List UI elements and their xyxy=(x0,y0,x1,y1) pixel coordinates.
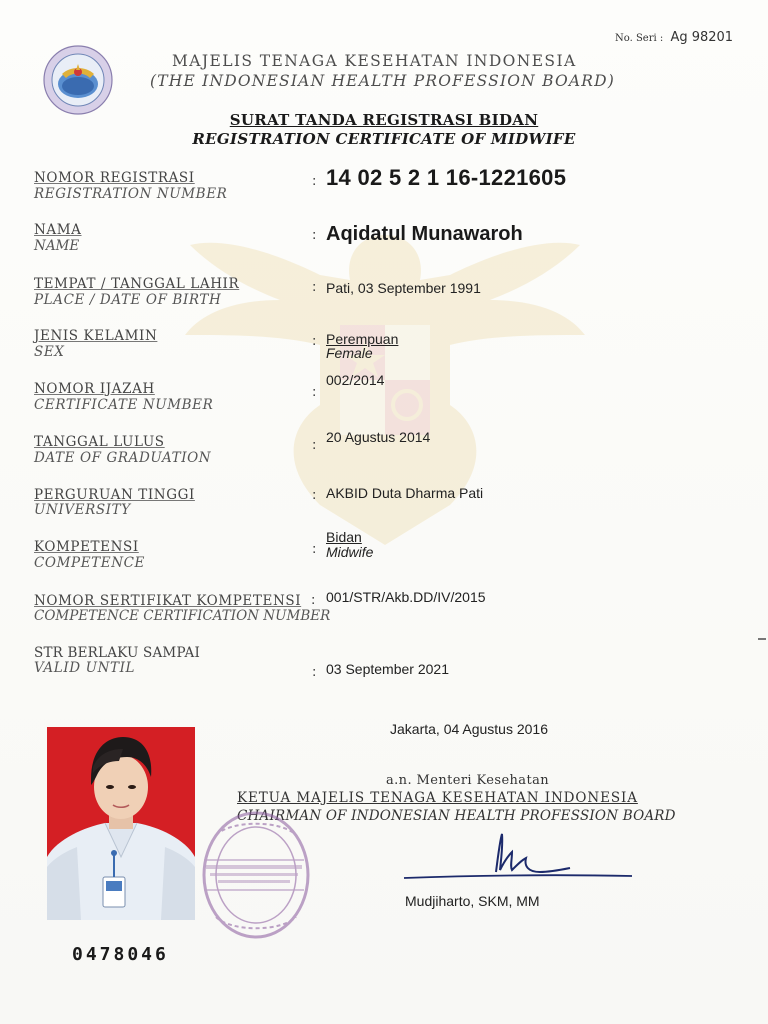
graduation-colon: : xyxy=(312,438,317,453)
competence-colon: : xyxy=(312,542,317,557)
university-value: AKBID Duta Dharma Pati xyxy=(326,485,484,501)
serial-number xyxy=(615,30,733,45)
name-colon: : xyxy=(312,228,317,243)
university-colon: : xyxy=(312,488,317,503)
garuda-watermark-icon xyxy=(170,205,600,565)
competence-cert-label-en: COMPETENCE CERTIFICATION NUMBER xyxy=(34,608,331,624)
place-and-date: Jakarta, 04 Agustus 2016 xyxy=(390,721,548,737)
name-label-en: NAME xyxy=(34,238,80,254)
valid-until-colon: : xyxy=(312,665,317,680)
university-label-en: UNIVERSITY xyxy=(34,502,131,518)
sex-value-id: Perempuan xyxy=(326,331,399,347)
certificate-label: NOMOR IJAZAH xyxy=(34,381,155,397)
board-name-id: MAJELIS TENAGA KESEHATAN INDONESIA xyxy=(172,52,577,70)
registration-label-en: REGISTRATION NUMBER xyxy=(34,186,228,202)
chairman-title-en: CHAIRMAN OF INDONESIAN HEALTH PROFESSION BOARD xyxy=(237,808,676,824)
certificate-title-id: SURAT TANDA REGISTRASI BIDAN xyxy=(229,111,539,129)
document-number: 0478046 xyxy=(72,944,169,965)
competence-label: KOMPETENSI xyxy=(34,539,139,555)
graduation-label-en: DATE OF GRADUATION xyxy=(34,450,212,466)
graduation-value: 20 Agustus 2014 xyxy=(326,429,431,445)
chairman-title-id: KETUA MAJELIS TENAGA KESEHATAN INDONESIA xyxy=(237,790,638,806)
board-emblem-icon xyxy=(42,44,114,116)
birth-colon: : xyxy=(312,280,317,295)
registration-label: NOMOR REGISTRASI xyxy=(34,170,195,186)
sex-label: JENIS KELAMIN xyxy=(34,328,158,344)
birth-label: TEMPAT / TANGGAL LAHIR xyxy=(34,276,240,292)
handwritten-signature xyxy=(400,826,640,886)
competence-value-en: Midwife xyxy=(326,544,374,560)
sex-label-en: SEX xyxy=(34,344,65,360)
valid-until-label-en: VALID UNTIL xyxy=(34,660,136,676)
competence-value-id: Bidan xyxy=(326,529,362,545)
edge-mark xyxy=(758,638,766,640)
serial-label: No. Seri : xyxy=(615,33,664,44)
registration-colon: : xyxy=(312,174,317,189)
certificate-label-en: CERTIFICATE NUMBER xyxy=(34,397,214,413)
serial-value: Ag 98201 xyxy=(670,30,734,45)
competence-label-en: COMPETENCE xyxy=(34,555,146,571)
graduation-label: TANGGAL LULUS xyxy=(34,434,165,450)
competence-cert-colon: : xyxy=(311,593,316,608)
certificate-value: 002/2014 xyxy=(326,372,385,388)
signer-name: Mudjiharto, SKM, MM xyxy=(405,893,540,909)
competence-cert-label: NOMOR SERTIFIKAT KOMPETENSI xyxy=(34,593,302,609)
name-label: NAMA xyxy=(34,222,82,238)
certificate-title-en: REGISTRATION CERTIFICATE OF MIDWIFE xyxy=(192,130,576,148)
registration-number: 14 02 5 2 1 16-1221605 xyxy=(326,165,567,190)
competence-cert-value: 001/STR/Akb.DD/IV/2015 xyxy=(326,589,486,605)
certificate-colon: : xyxy=(312,385,317,400)
birth-value: Pati, 03 September 1991 xyxy=(326,280,481,296)
on-behalf-of: a.n. Menteri Kesehatan xyxy=(386,773,550,788)
sex-colon: : xyxy=(312,334,317,349)
holder-photo xyxy=(47,727,195,920)
board-name-en: (THE INDONESIAN HEALTH PROFESSION BOARD) xyxy=(150,72,615,90)
holder-name: Aqidatul Munawaroh xyxy=(326,223,523,245)
valid-until-value: 03 September 2021 xyxy=(326,661,449,677)
sex-value-en: Female xyxy=(326,345,373,361)
birth-label-en: PLACE / DATE OF BIRTH xyxy=(34,292,222,308)
university-label: PERGURUAN TINGGI xyxy=(34,487,195,503)
official-stamp-icon xyxy=(196,805,311,945)
valid-until-label: STR BERLAKU SAMPAI xyxy=(34,645,200,661)
